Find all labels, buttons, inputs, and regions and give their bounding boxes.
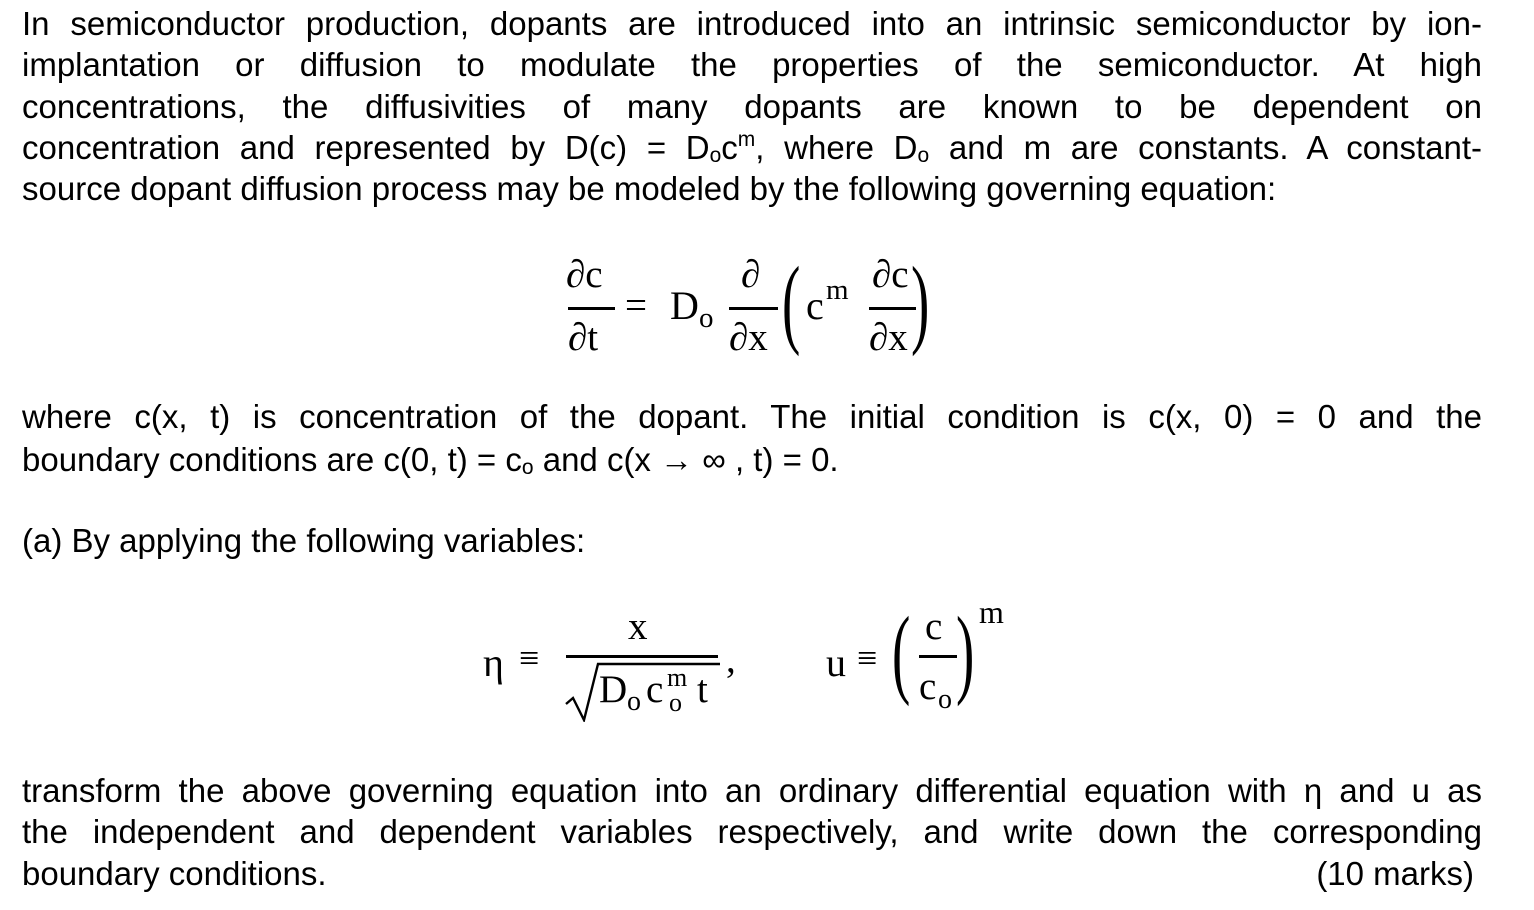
u-symbol: u: [826, 640, 846, 685]
eta-denominator-d: D: [599, 668, 628, 711]
eta-equiv: ≡: [519, 638, 540, 678]
intro-line-3: concentrations, the diffusivities of many dopants are known to be dependent on: [22, 87, 1482, 125]
eq-coefficient-subscript: o: [699, 302, 714, 334]
task-line-2: the independent and dependent variables respectively, and write down the corresponding: [22, 813, 1482, 851]
eta-numerator: x: [628, 605, 648, 648]
intro-line-4-text-b: , where D: [755, 128, 918, 166]
eq-inner-c: c: [806, 283, 824, 328]
conditions-line-1: where c(x, t) is concentration of the dopant. The initial condition is c(x, 0) = 0 and the: [22, 398, 1482, 435]
task-line-1: transform the above governing equation into an ordinary differential equation with η and u as: [22, 772, 1482, 809]
eq-lhs-numerator: ∂c: [566, 253, 603, 296]
eq-left-paren: (: [782, 246, 801, 357]
intro-do-subscript: o: [709, 143, 722, 167]
eta-denominator-superscript: m: [667, 663, 688, 692]
u-right-paren: ): [956, 596, 975, 707]
eq-operator-fraction-bar: [729, 307, 778, 310]
eq-operator-numerator: ∂: [741, 253, 761, 296]
variable-definitions: [0, 590, 1534, 740]
intro-do-subscript-2: o: [917, 143, 930, 167]
intro-line-4-text: concentration and represented by D(c) = D: [22, 128, 710, 166]
intro-line-5: source dopant diffusion process may be modeled by the following governing equation:: [22, 170, 1277, 208]
eta-fraction-bar: [566, 655, 718, 658]
eta-comma: ,: [726, 638, 736, 681]
eta-denominator-d-subscript: o: [627, 686, 641, 717]
task-line-3-text: boundary conditions.: [22, 854, 327, 892]
conditions-line-2-text-b: and c(x → ∞ , t) = 0.: [533, 441, 839, 478]
u-equiv: ≡: [857, 638, 878, 678]
part-a-intro-text: (a) By applying the following variables:: [22, 522, 586, 559]
eta-denominator-t: t: [697, 668, 708, 711]
eq-inner-numerator: ∂c: [872, 253, 909, 296]
part-a-intro: [22, 520, 1482, 561]
marks-label: (10 marks): [1316, 854, 1474, 892]
u-exponent: m: [979, 594, 1004, 630]
intro-paragraph: [22, 3, 1482, 209]
governing-equation: [0, 240, 1534, 370]
intro-c-symbol: c: [721, 128, 738, 166]
u-fraction-bar: [919, 655, 957, 658]
conditions-line-2: [22, 438, 1482, 481]
conditions-co-subscript: o: [521, 456, 534, 479]
conditions-line-2-text: boundary conditions are c(0, t) = c: [22, 441, 522, 478]
eq-inner-denominator: ∂x: [869, 316, 908, 359]
eta-denominator-c: c: [646, 668, 664, 711]
conditions-paragraph: [22, 395, 1482, 481]
u-numerator: c: [925, 605, 943, 648]
intro-m-superscript: m: [737, 127, 756, 151]
task-paragraph: [22, 770, 1482, 894]
u-denominator-subscript: o: [938, 684, 952, 715]
intro-line-4: [22, 127, 1482, 168]
intro-line-4-text-c: and m are constants. A constant-: [929, 128, 1483, 166]
eq-inner-superscript: m: [826, 274, 849, 306]
eta-symbol: η: [483, 640, 504, 685]
u-left-paren: (: [892, 596, 911, 707]
intro-line-2: implantation or diffusion to modulate the properties of the semiconductor. At high: [22, 46, 1482, 84]
eq-coefficient-d: D: [670, 283, 699, 328]
eq-operator-denominator: ∂x: [729, 316, 768, 359]
eq-right-paren: ): [911, 246, 930, 357]
eq-lhs-denominator: ∂t: [568, 316, 599, 359]
eq-equals: =: [625, 284, 647, 327]
u-denominator: c: [919, 665, 937, 708]
task-line-3: [22, 853, 1482, 894]
intro-line-1: In semiconductor production, dopants are introduced into an intrinsic semiconductor by ion-: [22, 5, 1482, 42]
eq-inner-fraction-bar: [869, 307, 916, 310]
eq-lhs-fraction-bar: [568, 307, 615, 310]
eta-denominator-subscript: o: [669, 688, 682, 717]
